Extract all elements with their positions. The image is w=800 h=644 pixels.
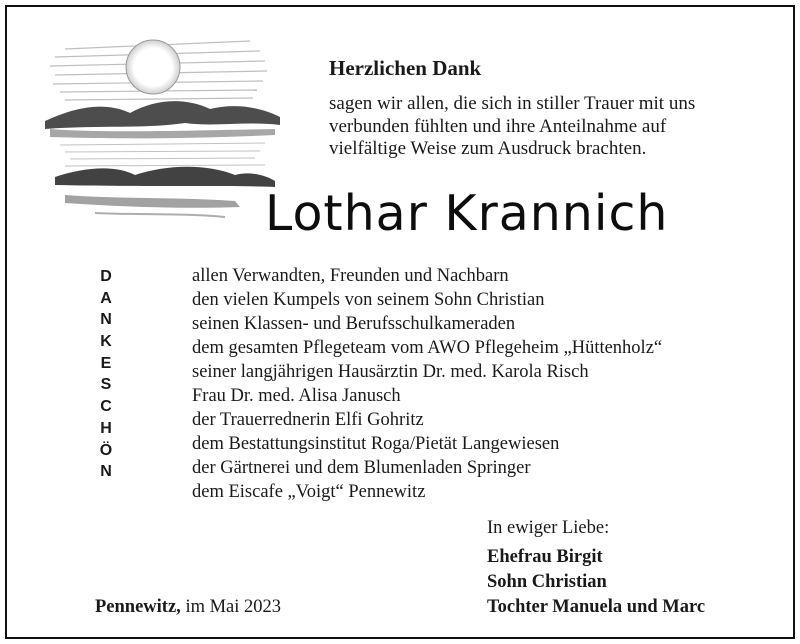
thanks-list — [192, 264, 792, 504]
thanks-item: der Trauerrednerin Elfi Gohritz — [192, 410, 424, 430]
notice-heading: Herzlichen Dank — [329, 56, 482, 80]
signer: Sohn Christian — [487, 572, 607, 592]
deceased-name: Lothar Krannich — [265, 185, 669, 242]
thanks-item: der Gärtnerei und dem Blumenladen Springer — [192, 458, 531, 478]
vertical-dankeschoen — [95, 266, 117, 483]
place-name: Pennewitz, — [95, 597, 181, 617]
thanks-item: dem Bestattungsinstitut Roga/Pietät Langewiesen — [192, 434, 560, 454]
intro-text — [329, 93, 749, 161]
moon-landscape-drawing — [35, 29, 290, 234]
closing-phrase: In ewiger Liebe: — [487, 518, 610, 538]
signer: Tochter Manuela und Marc — [487, 597, 706, 617]
vertical-letter: H — [100, 419, 112, 437]
vertical-letter: S — [100, 376, 112, 394]
vertical-letter: A — [100, 289, 112, 307]
vertical-letter: C — [100, 398, 112, 416]
date-text: im Mai 2023 — [185, 597, 282, 617]
vertical-letter: N — [100, 463, 112, 481]
vertical-letter: K — [100, 333, 112, 351]
thanks-item: Frau Dr. med. Alisa Janusch — [192, 386, 401, 406]
vertical-letter: D — [100, 268, 112, 285]
place-date — [95, 594, 281, 620]
intro-line: sagen wir allen, die sich in stiller Trauer mit uns — [329, 93, 696, 114]
vertical-letter: E — [100, 354, 112, 372]
intro-line: verbunden fühlten und ihre Anteilnahme auf — [329, 115, 667, 137]
thanks-item: dem Eiscafe „Voigt“ Pennewitz — [192, 482, 426, 502]
signers-list — [487, 545, 705, 620]
thanks-item: allen Verwandten, Freunden und Nachbarn — [192, 266, 509, 286]
vertical-letter: N — [100, 311, 112, 329]
thanks-item: seinen Klassen- und Berufsschulkameraden — [192, 314, 516, 334]
thanks-item: seiner langjährigen Hausärztin Dr. med. Karola Risch — [192, 362, 589, 382]
thanks-item: den vielen Kumpels von seinem Sohn Christian — [192, 290, 545, 310]
signer: Ehefrau Birgit — [487, 547, 603, 567]
vertical-letter: Ö — [99, 441, 113, 459]
intro-line: vielfältige Weise zum Ausdruck brachten. — [329, 138, 647, 159]
notice-frame — [5, 5, 795, 639]
thanks-item: dem gesamten Pflegeteam vom AWO Pflegeheim „Hüttenholz“ — [192, 338, 663, 358]
